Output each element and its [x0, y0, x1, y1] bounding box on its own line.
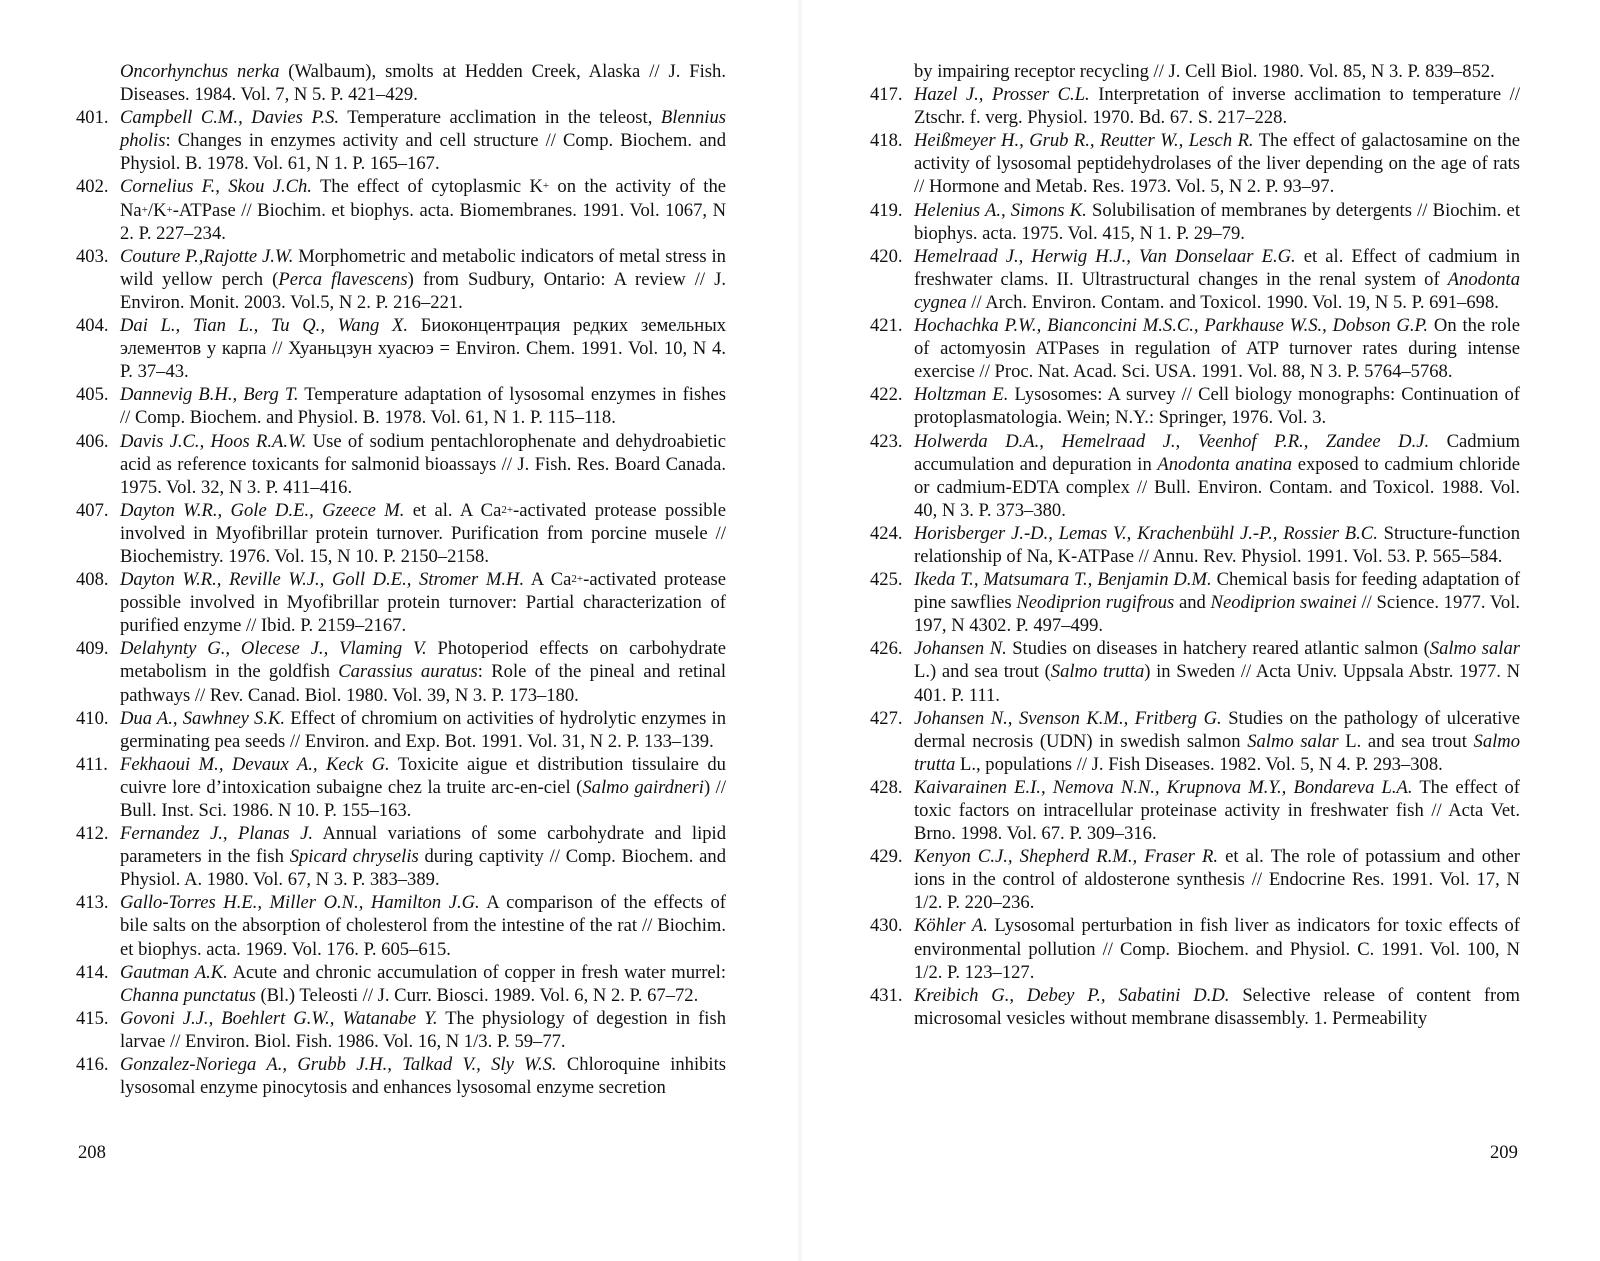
reference-text: Photoperiod effects on carbohydrate metabolism in the goldfish — [120, 638, 727, 683]
reference-list-left — [76, 60, 726, 1099]
page-gutter — [797, 0, 803, 1261]
reference-text: et al. The role of potassium and other ions in the control of aldosterone synthesis // Endocrine Res. 1991. Vol. 17, N 1/2. P. 220–236. — [914, 846, 1520, 914]
reference-entry — [76, 753, 726, 822]
reference-text: -activated protease possible involved in Myofibrillar protein turnover. Purification from porcine musele // Biochemistry. 1976. Vol. 15, N 10. P. 2150–2158. — [120, 499, 726, 567]
italic-text: Carassius auratus — [338, 661, 478, 683]
reference-text: ) in Sweden // Acta Univ. Uppsala Abstr. 1977. N 401. P. 111. — [914, 661, 1520, 706]
italic-text: Johansen N., Svenson K.M., Fritberg G. — [914, 707, 1222, 729]
italic-text: Salmo salar — [1247, 730, 1339, 752]
reference-text: L. and sea trout — [1338, 730, 1474, 752]
superscript-text: 2+ — [571, 573, 584, 586]
reference-entry — [76, 707, 726, 753]
reference-text: Lysosomal perturbation in fish liver as indicators for toxic effects of environmental pollution // Comp. Biochem. and Physiol. C. 1991. Vol. 100, N 1/2. P. 123–127. — [914, 915, 1520, 983]
reference-text: Cadmium accumulation and depuration in — [914, 430, 1520, 475]
reference-text: -activated protease possible involved in Myofibrillar protein turnover: Partial characterization of purified enzyme // Ibid. P. 2159–2167. — [120, 569, 727, 637]
reference-entry — [870, 199, 1520, 245]
reference-entry — [870, 314, 1520, 383]
superscript-text: + — [166, 203, 173, 216]
reference-text: exposed to cadmium chloride or cadmium-EDTA complex // Bull. Environ. Contam. and Toxicol. 1988. Vol. 40, N 3. P. 373–380. — [914, 453, 1520, 521]
italic-text: Anodonta anatina — [1157, 453, 1293, 475]
italic-text: Salmo trutta — [1050, 661, 1145, 683]
reference-text: Биоконцентрация редких земельных элементов у карпа // Хуаньцзун хуасюэ = Environ. Chem. 1991. Vol. 10, N 4. P. 37–43. — [120, 315, 726, 383]
italic-text: Salmo gairdneri — [582, 776, 704, 798]
reference-number: 426. — [870, 638, 903, 660]
italic-text: Salmo trutta — [914, 730, 1520, 775]
reference-text: Morphometric and metabolic indicators of metal stress in wild yellow perch ( — [120, 245, 726, 290]
reference-number: 415. — [76, 1007, 109, 1029]
reference-entry — [76, 637, 726, 706]
reference-entry — [76, 568, 726, 637]
italic-text: Fekhaoui M., Devaux A., Keck G. — [120, 753, 390, 775]
reference-entry — [76, 383, 726, 429]
italic-text: Holtzman E. — [914, 384, 1009, 406]
reference-entry — [870, 637, 1520, 706]
page-number-right: 209 — [1490, 1142, 1518, 1163]
italic-text: Spicard chryselis — [289, 846, 419, 868]
reference-text: The effect of cytoplasmic K — [311, 176, 543, 198]
reference-number: 429. — [870, 846, 903, 868]
reference-text: The physiology of degestion in fish larvae // Environ. Biol. Fish. 1986. Vol. 16, N 1/3. P. 59–77. — [120, 1007, 727, 1052]
reference-number: 408. — [76, 569, 109, 591]
reference-text: Toxicite aigue et distribution tissulaire du cuivre lore d’intoxication subaigne chez la truite arc-en-ciel ( — [120, 753, 726, 798]
reference-entry — [76, 891, 726, 960]
reference-text: L.) and sea trout ( — [914, 661, 1051, 683]
reference-text: (Bl.) Teleosti // J. Curr. Biosci. 1989. Vol. 6, N 2. P. 67–72. — [255, 984, 699, 1006]
italic-text: Dayton W.R., Reville W.J., Goll D.E., Stromer M.H. — [120, 569, 525, 591]
italic-text: Hochachka P.W., Bianconcini M.S.C., Parkhause W.S., Dobson G.P. — [914, 315, 1429, 337]
italic-text: Gautman A.K. — [120, 961, 228, 983]
reference-entry — [870, 430, 1520, 522]
reference-text: Lysosomes: A survey // Cell biology monographs: Continuation of protoplasmatologia. Wein; N.Y.: Springer, 1976. Vol. 3. — [914, 384, 1520, 429]
reference-entry — [870, 568, 1520, 637]
italic-text: Gallo-Torres H.E., Miller O.N., Hamilton J.G. — [120, 892, 480, 914]
italic-text: Johansen N. — [914, 638, 1007, 660]
reference-number: 422. — [870, 384, 903, 406]
reference-list-right — [870, 60, 1520, 1030]
italic-text: Hemelraad J., Herwig H.J., Van Donselaar E.G. — [914, 245, 1296, 267]
reference-entry — [76, 499, 726, 568]
italic-text: Helenius A., Simons K. — [914, 199, 1087, 221]
italic-text: Kreibich G., Debey P., Sabatini D.D. — [914, 984, 1230, 1006]
reference-number: 405. — [76, 384, 109, 406]
reference-text: (Walbaum), smolts at Hedden Creek, Alaska // J. Fish. Diseases. 1984. Vol. 7, N 5. P. 421–429. — [120, 61, 726, 106]
reference-entry — [76, 106, 726, 175]
italic-text: Holwerda D.A., Hemelraad J., Veenhof P.R., Zandee D.J. — [914, 430, 1430, 452]
reference-entry — [870, 707, 1520, 776]
reference-number: 412. — [76, 823, 109, 845]
reference-entry — [870, 845, 1520, 914]
reference-entry — [870, 776, 1520, 845]
superscript-text: + — [141, 203, 148, 216]
reference-text: The effect of toxic factors on intracellular proteinase activity in freshwater fish // Acta Vet. Brno. 1998. Vol. 67. P. 309–316. — [914, 776, 1520, 845]
reference-text: Annual variations of some carbohydrate and lipid parameters in the fish — [120, 823, 726, 868]
italic-text: Gonzalez-Noriega A., Grubb J.H., Talkad V., Sly W.S. — [120, 1054, 557, 1076]
reference-continuation — [76, 60, 726, 106]
italic-text: Dannevig B.H., Berg T. — [120, 384, 299, 406]
italic-text: Blennius pholis — [120, 107, 726, 152]
reference-continuation — [870, 60, 1520, 83]
reference-entry — [76, 1007, 726, 1053]
reference-text: A comparison of the effects of bile salts on the absorption of cholesterol from the intestine of the rat // Biochim. et biophys. acta. 1969. Vol. 176. P. 605–615. — [120, 892, 726, 960]
page-left — [76, 60, 726, 1200]
italic-text: Oncorhynchus nerka — [120, 61, 280, 82]
italic-text: Salmo salar — [1429, 638, 1520, 660]
reference-entry — [76, 175, 726, 244]
reference-number: 419. — [870, 199, 903, 221]
reference-text: by impairing receptor recycling // J. Cell Biol. 1980. Vol. 85, N 3. P. 839–852. — [914, 61, 1495, 82]
italic-text: Dai L., Tian L., Tu Q., Wang X. — [120, 315, 409, 337]
reference-text: The effect of galactosamine on the activity of lysosomal peptidehydrolases of the liver depending on the age of rats // Hormone and Metab. Res. 1973. Vol. 5, N 2. P. 93–97. — [914, 130, 1520, 198]
italic-text: Hazel J., Prosser C.L. — [914, 84, 1090, 106]
reference-number: 404. — [76, 315, 109, 337]
reference-number: 421. — [870, 315, 903, 337]
reference-text: Studies on diseases in hatchery reared atlantic salmon ( — [1006, 638, 1430, 660]
italic-text: Couture P.,Rajotte J.W. — [120, 245, 294, 267]
reference-number: 425. — [870, 569, 903, 591]
reference-number: 413. — [76, 892, 109, 914]
italic-text: Horisberger J.-D., Lemas V., Krachenbühl J.-P., Rossier B.C. — [914, 522, 1378, 544]
reference-number: 407. — [76, 499, 109, 521]
reference-entry — [76, 822, 726, 891]
reference-text: et al. A Ca — [404, 499, 502, 521]
reference-text: Effect of chromium on activities of hydrolytic enzymes in germinating pea seeds // Environ. and Exp. Bot. 1991. Vol. 31, N 2. P. 133–139. — [120, 707, 726, 752]
reference-number: 431. — [870, 984, 903, 1006]
reference-entry — [76, 961, 726, 1007]
reference-text: Temperature adaptation of lysosomal enzymes in fishes // Comp. Biochem. and Physiol. B. 1978. Vol. 61, N 1. P. 115–118. — [120, 384, 726, 429]
reference-number: 414. — [76, 961, 109, 983]
reference-number: 411. — [76, 753, 108, 775]
reference-entry — [870, 522, 1520, 568]
reference-text: on the activity of the Na — [120, 176, 726, 221]
reference-number: 424. — [870, 522, 903, 544]
page-number-left: 208 — [78, 1142, 106, 1163]
reference-text: Temperature acclimation in the teleost, — [339, 107, 661, 129]
reference-text: : Changes in enzymes activity and cell structure // Comp. Biochem. and Physiol. B. 1978. Vol. 61, N 1. P. 165–167. — [120, 130, 726, 175]
italic-text: Govoni J.J., Boehlert G.W., Watanabe Y. — [120, 1007, 438, 1029]
reference-text: Use of sodium pentachlorophenate and dehydroabietic acid as reference toxicants for salmonid bioassays // J. Fish. Res. Board Canada. 1975. Vol. 32, N 3. P. 411–416. — [120, 430, 727, 498]
italic-text: Cornelius F., Skou J.Ch. — [120, 176, 312, 198]
reference-text: Chemical basis for feeding adaptation of pine sawflies — [914, 569, 1521, 614]
reference-text: et al. Effect of cadmium in freshwater clams. II. Ultrastructural changes in the renal system of — [914, 245, 1520, 290]
italic-text: Dayton W.R., Gole D.E., Gzeece M. — [120, 499, 405, 521]
reference-entry — [870, 914, 1520, 983]
reference-text: Selective release of content from microsomal vesicles without membrane disassembly. 1. Permeability — [914, 984, 1520, 1029]
italic-text: Kaivarainen E.I., Nemova N.N., Krupnova M.Y., Bondareva L.A. — [914, 776, 1413, 798]
reference-text: On the role of actomyosin ATPases in regulation of ATP turnover rates during intense exercise // Proc. Nat. Acad. Sci. USA. 1991. Vol. 88, N 3. P. 5764–5768. — [914, 315, 1520, 383]
reference-number: 430. — [870, 915, 903, 937]
reference-number: 423. — [870, 430, 903, 452]
reference-number: 416. — [76, 1054, 109, 1076]
reference-entry — [870, 129, 1520, 198]
reference-number: 406. — [76, 430, 109, 452]
reference-text: Structure-function relationship of Na, K-ATPase // Annu. Rev. Physiol. 1991. Vol. 53. P. 565–584. — [914, 522, 1520, 567]
reference-number: 410. — [76, 707, 109, 729]
reference-text: during captivity // Comp. Biochem. and Physiol. A. 1980. Vol. 67, N 3. P. 383–389. — [120, 846, 726, 891]
italic-text: Anodonta cygnea — [914, 268, 1520, 313]
reference-number: 418. — [870, 130, 903, 152]
italic-text: Dua A., Sawhney S.K. — [120, 707, 286, 729]
reference-text: // Science. 1977. Vol. 197, N 4302. P. 497–499. — [914, 592, 1521, 637]
reference-number: 427. — [870, 707, 903, 729]
reference-text: // Arch. Environ. Contam. and Toxicol. 1990. Vol. 19, N 5. P. 691–698. — [966, 291, 1499, 313]
reference-text: -ATPase // Biochim. et biophys. acta. Biomembranes. 1991. Vol. 1067, N 2. P. 227–234. — [120, 199, 726, 244]
reference-entry — [76, 430, 726, 499]
reference-number: 402. — [76, 176, 109, 198]
reference-number: 417. — [870, 84, 903, 106]
italic-text: Kenyon C.J., Shepherd R.M., Fraser R. — [914, 846, 1219, 868]
reference-number: 428. — [870, 776, 903, 798]
italic-text: Channa punctatus — [120, 984, 256, 1006]
italic-text: Davis J.C., Hoos R.A.W. — [120, 430, 307, 452]
reference-text: A Ca — [524, 569, 572, 591]
superscript-text: 2+ — [501, 503, 514, 516]
reference-number: 403. — [76, 245, 109, 267]
reference-text: Studies on the pathology of ulcerative dermal necrosis (UDN) in swedish salmon — [914, 707, 1521, 752]
italic-text: Perca flavescens — [278, 268, 408, 290]
reference-number: 420. — [870, 245, 903, 267]
reference-text: Acute and chronic accumulation of copper in fresh water murrel: — [227, 961, 727, 983]
reference-number: 409. — [76, 638, 109, 660]
reference-text: and — [1174, 592, 1211, 614]
reference-entry — [870, 83, 1520, 129]
reference-text: Chloroquine inhibits lysosomal enzyme pinocytosis and enhances lysosomal enzyme secretion — [120, 1054, 727, 1099]
italic-text: Campbell C.M., Davies P.S. — [120, 107, 340, 129]
reference-text: /K — [147, 199, 167, 221]
reference-entry — [76, 1053, 726, 1099]
page-right — [870, 60, 1520, 1200]
italic-text: Heißmeyer H., Grub R., Reutter W., Lesch R. — [914, 130, 1254, 152]
reference-text: : Role of the pineal and retinal pathways // Rev. Canad. Biol. 1980. Vol. 39, N 3. P. 173–180. — [120, 661, 726, 706]
reference-entry — [76, 314, 726, 383]
reference-text: Solubilisation of membranes by detergents // Biochim. et biophys. acta. 1975. Vol. 415, N 1. P. 29–79. — [914, 199, 1520, 244]
reference-text: Interpretation of inverse acclimation to temperature // Ztschr. f. verg. Physiol. 1970. Bd. 67. S. 217–228. — [914, 84, 1520, 129]
italic-text: Neodiprion rugifrous — [1016, 592, 1175, 614]
italic-text: Fernandez J., Planas J. — [120, 823, 314, 845]
reference-entry — [870, 984, 1520, 1030]
italic-text: Delahynty G., Olecese J., Vlaming V. — [120, 638, 427, 660]
italic-text: Köhler A. — [914, 915, 988, 937]
reference-entry — [870, 383, 1520, 429]
reference-number: 401. — [76, 107, 109, 129]
superscript-text: + — [542, 180, 550, 193]
italic-text: Neodiprion swainei — [1210, 592, 1357, 614]
italic-text: Ikeda T., Matsumara T., Benjamin D.M. — [914, 569, 1212, 591]
reference-text: L., populations // J. Fish Diseases. 1982. Vol. 5, N 4. P. 293–308. — [955, 753, 1443, 775]
reference-text: ) // Bull. Inst. Sci. 1986. N 10. P. 155–163. — [120, 776, 726, 821]
reference-text: ) from Sudbury, Ontario: A review // J. Environ. Monit. 2003. Vol.5, N 2. P. 216–221. — [120, 268, 727, 313]
reference-entry — [870, 245, 1520, 314]
reference-entry — [76, 245, 726, 314]
